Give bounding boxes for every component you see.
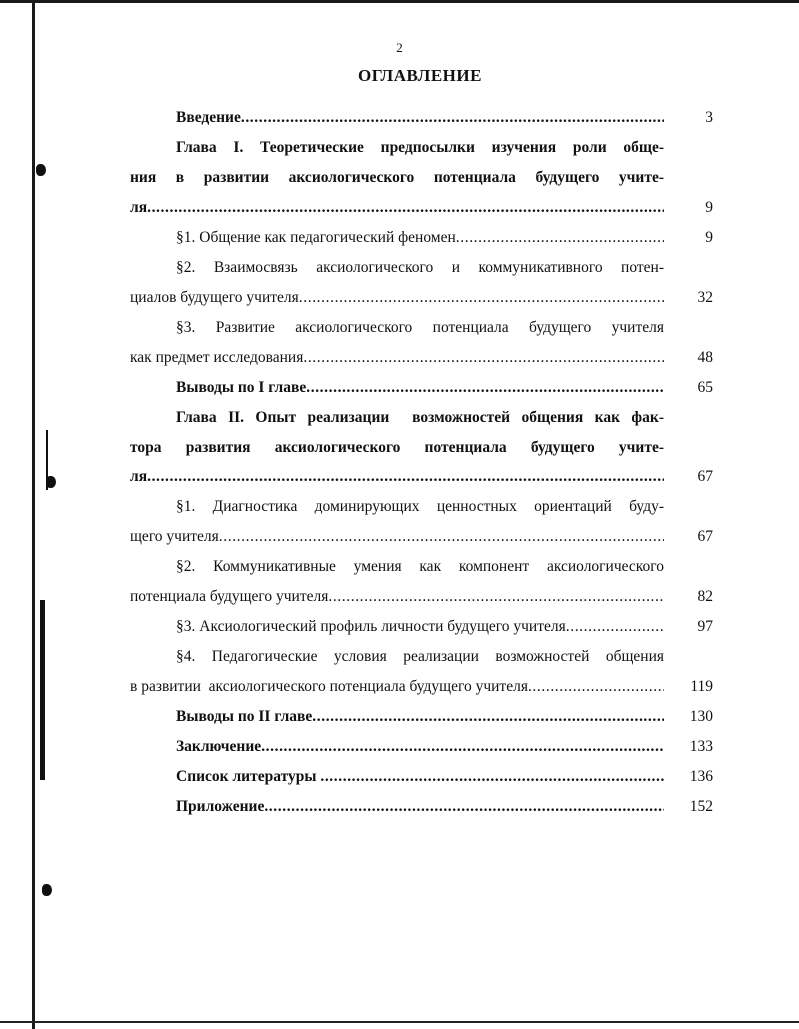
toc-entry-label: тора развития аксиологического потенциала будущего учите- <box>130 439 664 456</box>
toc-entry-chapter-2-end <box>130 466 664 488</box>
toc-entry-label: §2. Взаимосвязь аксиологического и коммуникативного потен- <box>176 259 664 276</box>
toc-page-number: 67 <box>697 468 713 485</box>
toc-page-number: 136 <box>689 768 713 785</box>
scan-edge-left <box>32 0 35 1029</box>
toc-entry-label: в развитии аксиологического потенциала будущего учителя <box>130 678 528 695</box>
leader-dots <box>219 526 664 548</box>
binding-hole-mark <box>36 164 46 176</box>
leader-dots <box>303 347 664 369</box>
toc-page-number: 3 <box>705 109 713 126</box>
toc-entry-ch1-sec1[interactable] <box>176 227 664 249</box>
page-title: ОГЛАВЛЕНИЕ <box>358 66 482 85</box>
leader-dots <box>456 227 664 249</box>
toc-entry-introduction[interactable] <box>176 107 664 129</box>
toc-entry-ch2-conclusions[interactable] <box>176 706 664 728</box>
toc-entry-label: как предмет исследования <box>130 349 304 366</box>
toc-entry-label: Выводы по I главе <box>176 379 307 396</box>
scan-shadow-mark <box>40 600 45 780</box>
scan-edge-top <box>0 0 799 3</box>
toc-entry-chapter-2-cont <box>130 437 664 459</box>
toc-entry-ch1-sec3[interactable] <box>176 317 664 339</box>
toc-page-number: 130 <box>689 708 713 725</box>
scan-shadow-mark <box>46 430 48 490</box>
toc-entry-ch2-sec4[interactable] <box>176 646 664 668</box>
toc-entry-ch2-sec2[interactable] <box>176 556 664 578</box>
leader-dots <box>241 107 664 129</box>
scan-edge-bottom <box>0 1021 799 1023</box>
toc-page-number: 82 <box>697 588 713 605</box>
toc-entry-label: ля <box>130 468 148 485</box>
toc-page-number: 67 <box>697 528 713 545</box>
leader-dots <box>328 586 664 608</box>
toc-entry-label: Введение <box>176 109 241 126</box>
toc-entry-ch1-sec3-cont <box>130 347 664 369</box>
toc-entry-label: ля <box>130 199 148 216</box>
toc-entry-label: циалов будущего учителя <box>130 289 299 306</box>
leader-dots <box>299 287 664 309</box>
toc-entry-ch1-sec2-cont <box>130 287 664 309</box>
leader-dots <box>312 706 664 728</box>
toc-entry-ch2-sec2-cont <box>130 586 664 608</box>
toc-entry-chapter-1-cont <box>130 167 664 189</box>
toc-entry-ch2-sec1[interactable] <box>176 496 664 518</box>
leader-dots <box>320 766 664 788</box>
toc-entry-label: §1. Общение как педагогический феномен <box>176 229 456 246</box>
toc-entry-ch2-sec4-cont <box>130 676 664 698</box>
toc-entry-label: Глава II. Опыт реализации возможностей общения как фак- <box>176 409 664 426</box>
leader-dots <box>147 197 664 219</box>
toc-page-number: 133 <box>689 738 713 755</box>
toc-entry-ch1-conclusions[interactable] <box>176 377 664 399</box>
leader-dots <box>566 616 664 638</box>
toc-page-number: 9 <box>705 199 713 216</box>
leader-dots <box>261 736 664 758</box>
leader-dots <box>264 796 664 818</box>
leader-dots <box>306 377 664 399</box>
toc-entry-ch2-sec1-cont <box>130 526 664 548</box>
toc-entry-ch1-sec2[interactable] <box>176 257 664 279</box>
toc-entry-label: §3. Развитие аксиологического потенциала будущего учителя <box>176 319 664 336</box>
page-number: 2 <box>396 40 403 55</box>
toc-entry-references[interactable] <box>176 766 664 788</box>
toc-entry-label: §3. Аксиологический профиль личности будущего учителя <box>176 618 566 635</box>
toc-entry-label: Приложение <box>176 798 265 815</box>
toc-page-number: 48 <box>697 349 713 366</box>
toc-entry-ch2-sec3[interactable] <box>176 616 664 638</box>
toc-page-number: 97 <box>697 618 713 635</box>
toc-page-number: 65 <box>697 379 713 396</box>
toc-entry-label: ния в развитии аксиологического потенциала будущего учите- <box>130 169 664 186</box>
toc-entry-label: Список литературы <box>176 768 317 785</box>
toc-entry-label: Заключение <box>176 738 262 755</box>
toc-entry-label: Выводы по II главе <box>176 708 313 725</box>
toc-entry-appendix[interactable] <box>176 796 664 818</box>
toc-entry-label: §4. Педагогические условия реализации возможностей общения <box>176 648 664 665</box>
toc-page-number: 9 <box>705 229 713 246</box>
toc-entry-label: Глава I. Теоретические предпосылки изучения роли обще- <box>176 139 664 156</box>
toc-entry-label: §2. Коммуникативные умения как компонент аксиологического <box>176 558 664 575</box>
toc-entry-label: потенциала будущего учителя <box>130 588 329 605</box>
toc-page-number: 152 <box>689 798 713 815</box>
toc-page-number: 119 <box>690 678 713 695</box>
toc-entry-label: щего учителя <box>130 528 219 545</box>
toc-entry-chapter-1-end <box>130 197 664 219</box>
toc-entry-label: §1. Диагностика доминирующих ценностных ориентаций буду- <box>176 498 664 515</box>
leader-dots <box>528 676 664 698</box>
binding-hole-mark <box>42 884 52 896</box>
toc-page-number: 32 <box>697 289 713 306</box>
leader-dots <box>147 466 664 488</box>
toc-entry-conclusion[interactable] <box>176 736 664 758</box>
toc-entry-chapter-1[interactable] <box>176 137 664 159</box>
toc-entry-chapter-2[interactable] <box>176 407 664 429</box>
